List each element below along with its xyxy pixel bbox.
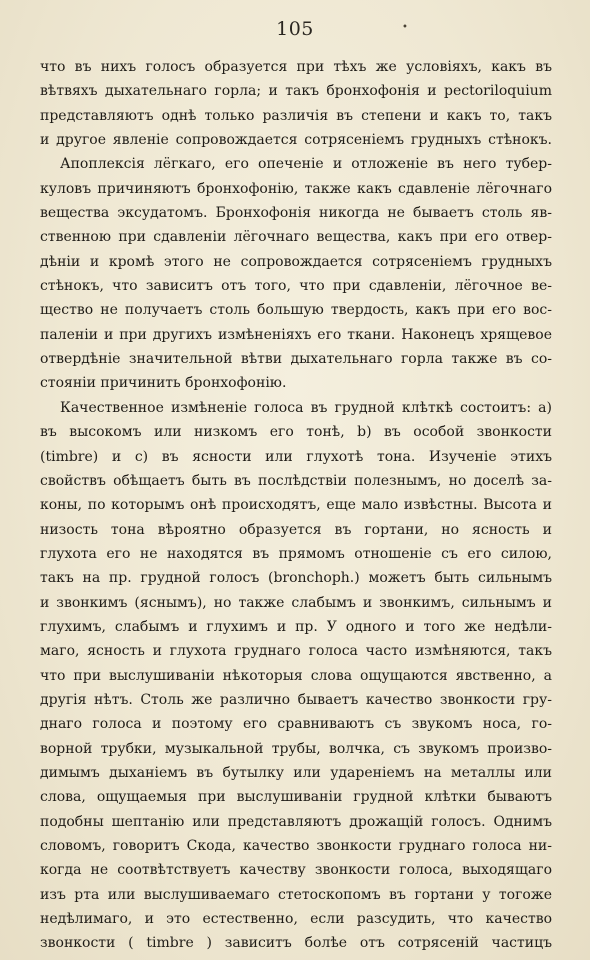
text-line: и другое явленіе сопровождается сотрясеніемъ грудныхъ стѣнокъ. [40,132,552,149]
text-line: свойствъ обѣщаетъ быть въ послѣдствіи полезнымъ, но доселѣ за- [40,472,552,489]
text-line: словомъ, говоритъ Скода, качество звонкости груднаго голоса ни- [40,838,552,854]
text-line: вѣтвяхъ дыхательнаго горла; и такъ бронхофонія и pectoriloquium [40,83,552,100]
text-line: Качественное измѣненіе голоса въ грудной клѣткѣ состоитъ: a) [60,399,552,416]
text-line: маго, ясность и глухота груднаго голоса часто измѣняются, такъ [40,643,552,660]
text-line: и звонкимъ (яснымъ), но также слабымъ и звонкимъ, сильнымъ и [40,594,552,611]
text-line: въ высокомъ или низкомъ его тонѣ, b) въ особой звонкости [40,424,552,441]
text-line: низость тона вѣроятно образуется въ гортани, но ясность и [40,521,552,538]
text-line: (timbre) и c) въ ясности или глухотѣ тона. Изученіе этихъ [40,448,552,465]
text-line: представляютъ однѣ только различія въ степени и какъ то, такъ [40,107,552,124]
text-line: стѣнокъ, что зависитъ отъ того, что при сдавленіи, лёгочное ве- [40,278,552,295]
text-line: димымъ дыханіемъ въ бутылку или удареніемъ на металлы или [40,764,552,781]
text-line: вещества эксудатомъ. Бронхофонія никогда не бываетъ столь яв- [40,205,552,222]
body-text [40,55,552,956]
text-line: Апоплексія лёгкаго, его опеченіе и отложеніе въ него тубер- [60,156,552,173]
text-line: щество не получаетъ столь большую твердость, какъ при его вос- [40,302,552,319]
ink-speck: • [402,22,408,33]
text-line: когда не соотвѣтствуетъ качеству звонкости голоса, выходящаго [40,862,552,879]
text-line: другія нѣтъ. Столь же различно бываетъ качество звонкости гру- [40,691,552,708]
text-line: звонкости ( timbre ) зависитъ болѣе отъ сотрясеній частицъ [40,935,552,952]
text-line: куловъ причиняютъ бронхофонію, также какъ сдавленіе лёгочнаго [40,180,552,197]
text-line: ственною при сдавленіи лёгочнаго вещества, какъ при его отвер- [40,229,552,246]
page-number: 105 [276,18,314,40]
text-line: подобны шептанію или представляютъ дрожащій голосъ. Однимъ [40,813,552,830]
text-line: слова, ощущаемыя при выслушиваніи грудной клѣтки бываютъ [40,789,552,806]
text-line: глухимъ, слабымъ и глухимъ и пр. У одного и того же недѣли- [40,618,552,635]
text-line: коны, по которымъ онѣ происходятъ, еще мало извѣстны. Высота и [40,497,552,514]
text-line: стояніи причинить бронхофонію. [40,375,287,392]
text-line: днаго голоса и поэтому его сравниваютъ съ звукомъ носа, го- [40,716,552,733]
text-line: такъ на пр. грудной голосъ (bronchoph.) можетъ быть сильнымъ [40,570,552,587]
text-line: отвердѣніе значительной вѣтви дыхательнаго горла также въ со- [40,351,552,368]
text-line: что при выслушиваніи нѣкоторыя слова ощущаются явственно, а [40,667,552,684]
text-line: дѣніи и кромѣ этого не сопровождается сотрясеніемъ грудныхъ [40,253,552,270]
text-line: недѣлимаго, и это естественно, если разсудить, что качество [40,911,552,928]
text-line: что въ нихъ голосъ образуется при тѣхъ же условіяхъ, какъ въ [40,59,552,75]
text-line: ворной трубки, музыкальной трубы, волчка, съ звукомъ произво- [40,740,552,757]
text-line: паленіи и при другихъ измѣненіяхъ его ткани. Наконецъ хрящевое [40,326,552,343]
text-line: глухота его не находятся въ прямомъ отношеніе съ его силою, [40,545,552,562]
text-line: изъ рта или выслушиваемаго стетоскопомъ въ гортани у тогоже [40,886,552,903]
